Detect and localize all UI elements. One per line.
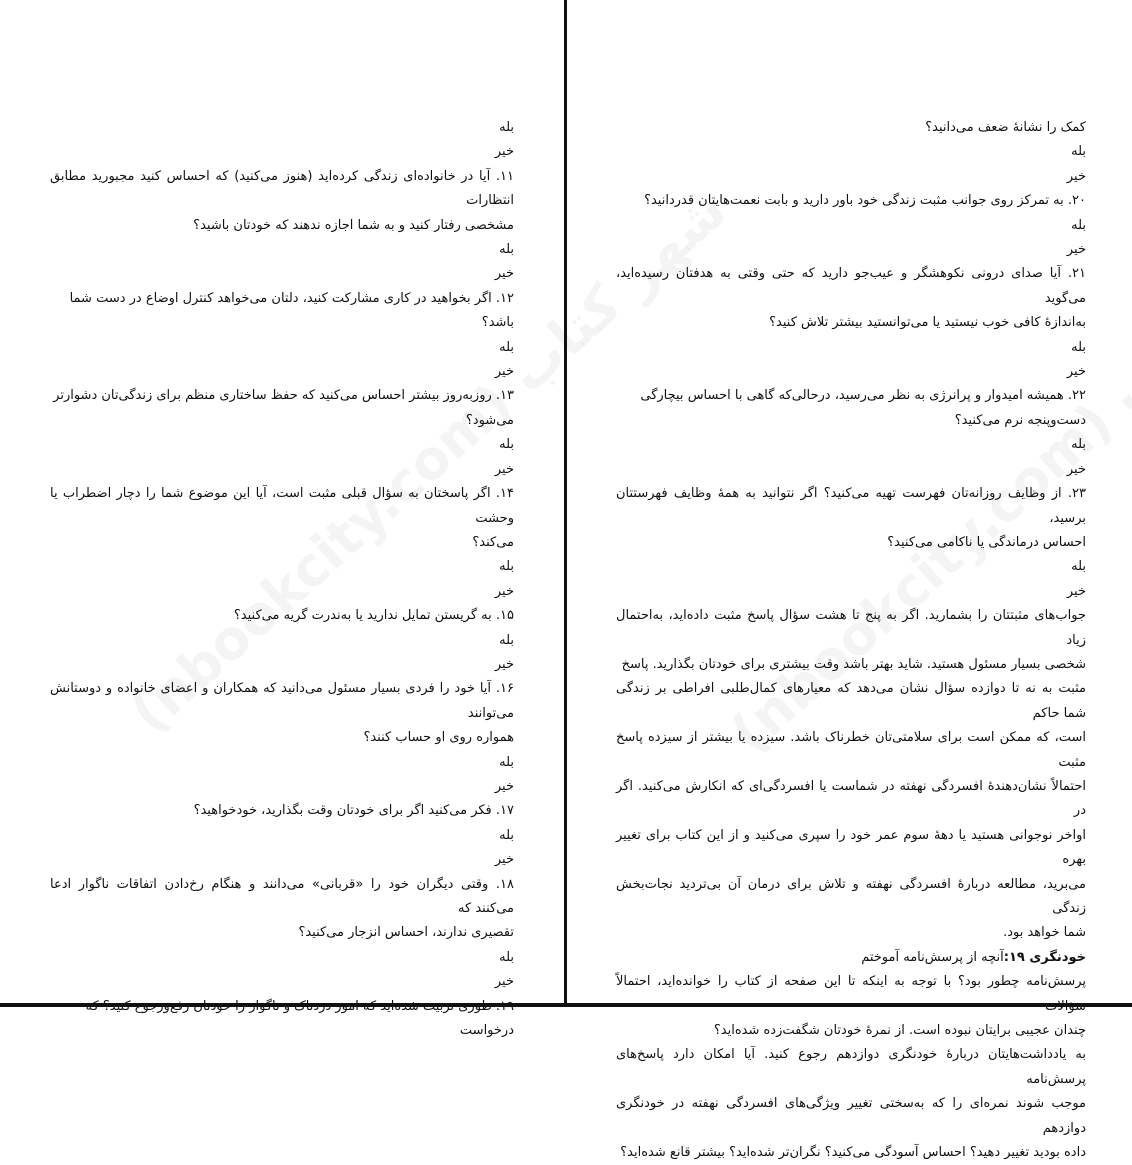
text-line: ۱۶. آیا خود را فردی بسیار مسئول می‌دانید که همکاران و اعضای خانواده و دوستانش می‌توانند (50, 681, 514, 721)
right-page (616, 116, 1086, 1165)
text-line (616, 946, 1086, 970)
text-line: خیر (1066, 461, 1086, 477)
text-line: پرسش‌نامه چطور بود؟ با توجه به اینکه تا این صفحه از کتاب را خوانده‌اید، احتمالاً (616, 974, 1086, 990)
text-line: احساس درماندگی یا ناکامی می‌کنید؟ (887, 534, 1086, 550)
text-line: درخواست (459, 1023, 514, 1039)
text-line: همواره روی او حساب کنند؟ (363, 730, 514, 746)
text-line: بله (1071, 559, 1086, 575)
text-line: ۱۸. وقتی دیگران خود را «قربانی» می‌دانند و هنگام رخ‌دادن اتفاقات ناگوار ادعا می‌کنند که (50, 876, 514, 916)
text-line: به یادداشت‌هایتان دربارهٔ خودنگری دوازدهم رجوع کنید. آیا امکان دارد پاسخ‌های پرسش‌نامه (616, 1047, 1086, 1087)
text-line: مشخصی رفتار کنید و به شما اجازه ندهند که خودتان باشید؟ (193, 217, 514, 233)
text-line: ۱۵. به گریستن تمایل ندارید یا به‌ندرت گریه می‌کنید؟ (233, 608, 514, 624)
text-line: خیر (1066, 583, 1086, 599)
page-divider (564, 0, 567, 1007)
text-line: به‌اندازهٔ کافی خوب نیستید یا می‌توانستید بیشتر تلاش کنید؟ (769, 315, 1086, 331)
text-line: می‌شود؟ (465, 412, 514, 428)
text-line: ۲۲. همیشه امیدوار و پرانرژی به نظر می‌رسید، درحالی‌که گاهی با احساس بیچارگی (640, 388, 1086, 404)
text-line: خیر (1066, 364, 1086, 380)
text-line: احتمالاً نشان‌دهندهٔ افسردگی نهفته در شماست یا افسردگی‌ای که انکارش می‌کنید. اگر در (616, 778, 1086, 819)
text-line: شما خواهد بود. (1003, 925, 1086, 941)
text-line: جواب‌های مثبتتان را بشمارید. اگر به پنج تا هشت سؤال پاسخ مثبت داده‌اید، به‌احتمال زیاد (616, 608, 1086, 648)
text-line: بله (499, 559, 514, 575)
bottom-border (0, 1003, 1132, 1007)
text-line: بله (499, 827, 514, 843)
text-line: داده بودید تغییر دهید؟ احساس آسودگی می‌کنید؟ نگران‌تر شده‌اید؟ بیشتر قانع شده‌اید؟ (620, 1145, 1086, 1161)
text-line: بله (499, 949, 514, 965)
text-line: می‌کند؟ (472, 534, 514, 550)
text-line: است، که ممکن است برای سلامتی‌تان خطرناک باشد. سیزده یا بیشتر از سیزده پاسخ مثبت (616, 730, 1086, 770)
text-line: خیر (494, 656, 514, 672)
text-line: بله (1071, 437, 1086, 453)
text-line: خیر (494, 364, 514, 380)
text-line: ۲۰. به تمرکز روی جوانب مثبت زندگی خود باور دارید و بابت نعمت‌هایتان قدردانید؟ (644, 193, 1086, 209)
text-line: می‌برید، مطالعه دربارهٔ افسردگی نهفته و تلاش برای درمان آن بی‌تردید نجات‌بخش زندگی (616, 876, 1086, 916)
text-line: خیر (494, 144, 514, 160)
text-line: خیر (494, 852, 514, 868)
text-line: بله (499, 437, 514, 453)
section-heading-label: خودنگری ۱۹: (1003, 949, 1086, 965)
text-line: مثبت به نه تا دوازده سؤال نشان می‌دهد که معیارهای کمال‌طلبی افراطی بر زندگی شما حاکم (616, 681, 1086, 721)
section-heading-text: آنچه از پرسش‌نامه آموختم (861, 949, 1004, 965)
text-line: بله (1071, 339, 1086, 355)
text-line: ۲۱. آیا صدای درونی نکوهشگر و عیب‌جو دارید که حتی وقتی به هدفتان رسیده‌اید، می‌گوید (616, 266, 1086, 306)
text-line: بله (499, 242, 514, 258)
text-line: کمک را نشانهٔ ضعف می‌دانید؟ (925, 120, 1086, 135)
text-line: ۲۳. از وظایف روزانه‌تان فهرست تهیه می‌کنید؟ اگر نتوانید به همهٔ وظایف فهرستتان برسید، (616, 486, 1086, 526)
text-line: خیر (494, 461, 514, 477)
text-line: تقصیری ندارند، احساس انزجار می‌کنید؟ (298, 925, 514, 941)
text-line: ۱۲. اگر بخواهید در کاری مشارکت کنید، دلتان می‌خواهد کنترل اوضاع در دست شما باشد؟ (69, 290, 514, 331)
text-line: خیر (494, 778, 514, 794)
text-line: ۱۷. فکر می‌کنید اگر برای خودتان وقت بگذارید، خودخواهید؟ (193, 803, 514, 819)
text-line: ۱۱. آیا در خانواده‌ای زندگی کرده‌اید (هنوز می‌کنید) که احساس کنید مجبورید مطابق انتظارات (50, 168, 514, 209)
text-line: ۱۴. اگر پاسختان به سؤال قبلی مثبت است، آیا این موضوع شما را دچار اضطراب یا وحشت (50, 486, 514, 526)
text-line: شخصی بسیار مسئول هستید. شاید بهتر باشد وقت بیشتری برای خودتان بگذارید. پاسخ (621, 656, 1086, 672)
text-line: بله (1071, 144, 1086, 160)
text-line: بله (1071, 217, 1086, 233)
text-line: چندان عجیبی برایتان نبوده است. از نمرهٔ خودتان شگفت‌زده شده‌اید؟ (713, 1023, 1086, 1039)
text-line: خیر (494, 583, 514, 599)
text-line: خیر (494, 266, 514, 282)
text-line: موجب شوند نمره‌ای را که به‌سختی تغییر ویژگی‌های افسردگی نهفته در خودنگری دوازدهم (616, 1096, 1086, 1136)
text-line: بله (499, 120, 514, 135)
left-page (50, 116, 514, 1043)
text-line: خیر (1066, 168, 1086, 184)
text-line: ۱۳. روزبه‌روز بیشتر احساس می‌کنید که حفظ ساختاری منظم برای زندگی‌تان دشوارتر (53, 388, 514, 404)
text-line: بله (499, 754, 514, 770)
text-line: دست‌وپنجه نرم می‌کنید؟ (954, 412, 1086, 428)
text-line: خیر (494, 974, 514, 990)
text-line: بله (499, 339, 514, 355)
text-line: اواخر نوجوانی هستید یا دههٔ سوم عمر خود را سپری می‌کنید و از این کتاب برای تغییر بهره (616, 827, 1086, 868)
text-line: خیر (1066, 242, 1086, 258)
text-line: بله (499, 632, 514, 648)
